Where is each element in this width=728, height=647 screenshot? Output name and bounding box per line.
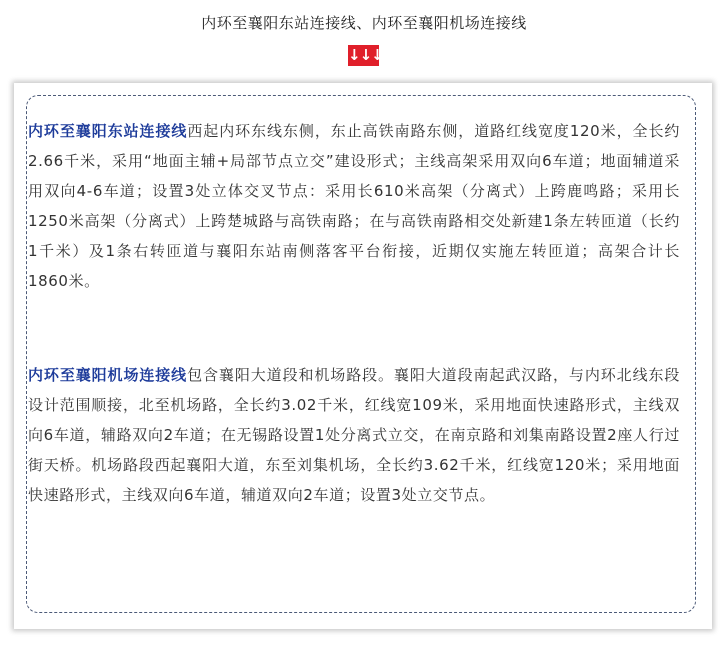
section-east-station — [28, 116, 680, 296]
section-body: 包含襄阳大道段和机场路段。襄阳大道段南起武汉路，与内环北线东段设计范围顺接，北至机场路，全长约3.02千米，红线宽109米，采用地面快速路形式，主线双向6车道，辅路双向2车道；在无锡路设置1处分离式立交，在南京路和刘集南路设置2座人行过街天桥。机场路段西起襄阳大道，东至刘集机场，全长约3.62千米，红线宽120米；采用地面快速路形式，主线双向6车道，辅道双向2车道；设置3处立交节点。 — [28, 366, 680, 504]
section-airport — [28, 360, 680, 510]
page-title: 内环至襄阳东站连接线、内环至襄阳机场连接线 — [201, 14, 527, 32]
section-body: 西起内环东线东侧，东止高铁南路东侧，道路红线宽度120米，全长约2.66千米，采用“地面主辅+局部节点立交”建设形式；主线高架采用双向6车道；地面辅道采用双向4-6车道；设置3处立体交叉节点：采用长610米高架（分离式）上跨鹿鸣路；采用长1250米高架（分离式）上跨楚城路与高铁南路；在与高铁南路相交处新建1条左转匝道（长约1千米）及1条右转匝道与襄阳东站南侧落客平台衔接，近期仅实施左转匝道；高架合计长1860米。 — [28, 122, 680, 290]
section-title: 内环至襄阳机场连接线 — [28, 366, 188, 384]
section-title: 内环至襄阳东站连接线 — [28, 122, 188, 140]
down-arrows-icon: ↓↓↓ — [348, 46, 383, 64]
